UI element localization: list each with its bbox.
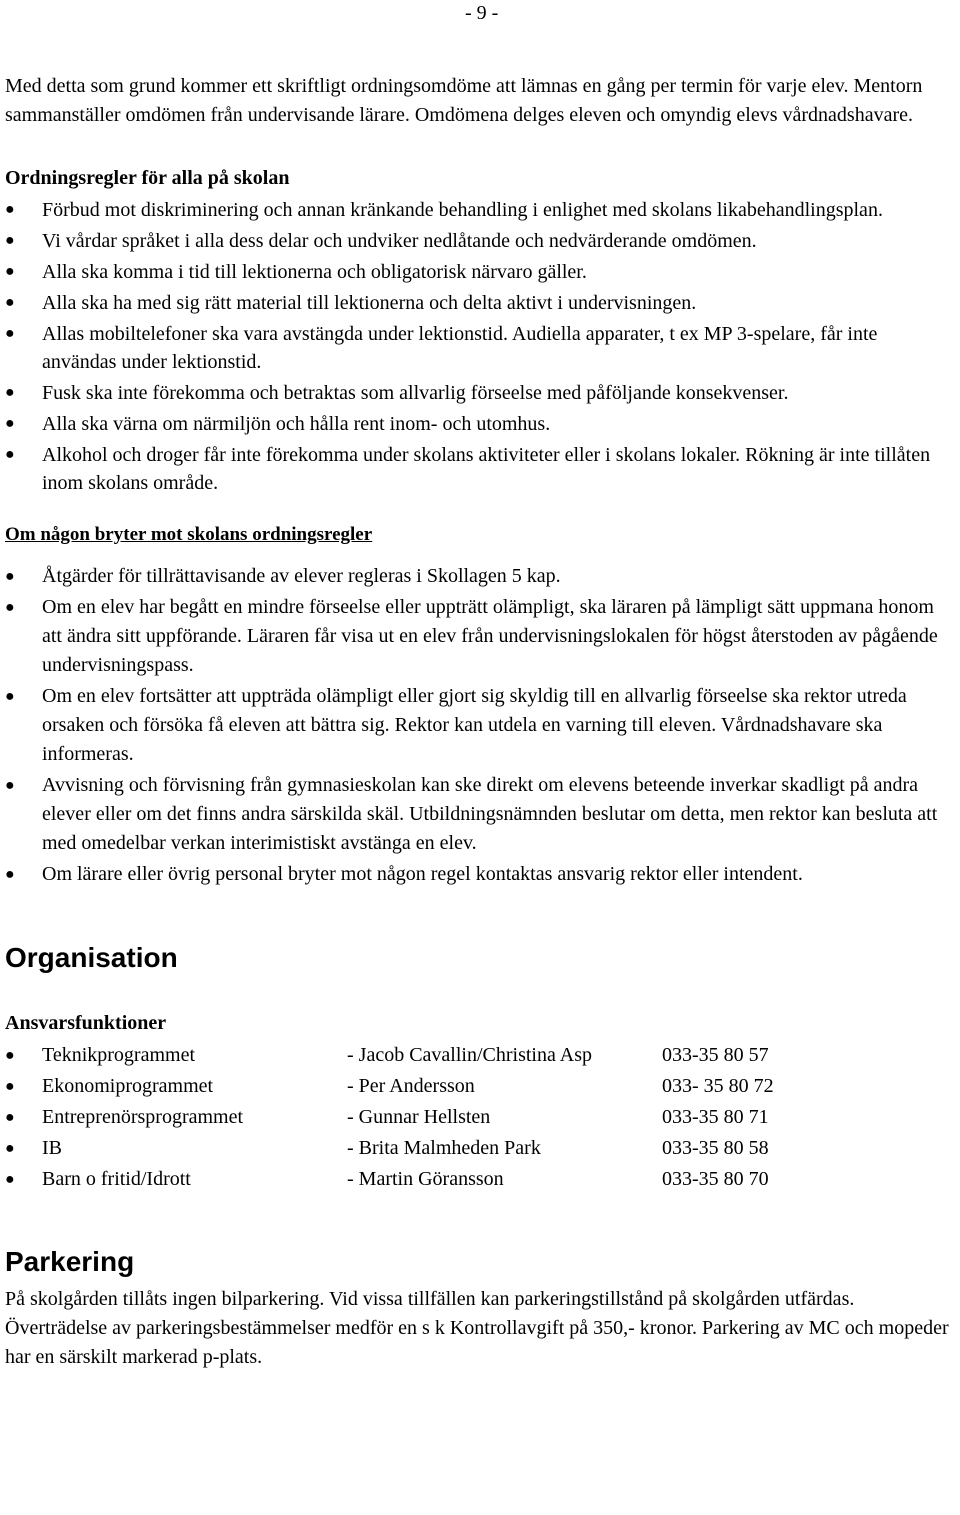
bullet-icon: ● [5,232,15,249]
bullet-icon: ● [5,201,15,218]
bullet-icon: ● [5,1078,15,1095]
list-item-text: Alla ska komma i tid till lektionerna och obligatorisk närvaro gäller. [42,261,587,283]
function-row [5,1133,955,1164]
program-name: Barn o fritid/Idrott [42,1168,191,1190]
program-name: IB [42,1137,62,1159]
list-item-text: Alla ska värna om närmiljön och hålla rent inom- och utomhus. [42,413,551,435]
contact-name: - Per Andersson [347,1075,475,1097]
bullet-icon: ● [5,325,15,342]
intro-paragraph: Med detta som grund kommer ett skriftligt ordningsomdöme att lämnas en gång per termin för varje elev. Mentorn sammanställer omdömen från undervisande lärare. Omdömena delges eleven och omyndig elevs vårdnadshavare. [5,75,923,126]
functions-heading: Ansvarsfunktioner [5,1012,167,1034]
list-item [5,410,955,438]
bullet-icon: ● [5,777,15,794]
page-number: - 9 - [465,2,499,24]
list-item [5,562,955,591]
list-item-text: Fusk ska inte förekomma och betraktas som allvarlig förseelse med påföljande konsekvenser. [42,382,789,404]
parking-heading: Parkering [5,1246,135,1277]
list-item-text: Om en elev har begått en mindre förseelse eller uppträtt olämpligt, ska läraren på lämpligt sätt uppmana honom att ändra sitt uppförande. Läraren får visa ut en elev från undervisningslokalen för högst återstoden av pågående undervisningspass. [42,596,938,676]
contact-name: - Martin Göransson [347,1168,504,1190]
function-row [5,1040,955,1071]
list-item [5,196,955,224]
bullet-icon: ● [5,1047,15,1064]
list-item [5,441,955,497]
contact-phone: 033-35 80 58 [662,1137,769,1159]
list-item [5,771,955,858]
contact-phone: 033-35 80 57 [662,1044,769,1066]
functions-list [5,1040,955,1195]
violations-list [5,562,955,889]
violations-heading: Om någon bryter mot skolans ordningsregler [5,524,373,545]
bullet-icon: ● [5,866,15,883]
contact-name: - Gunnar Hellsten [347,1106,491,1128]
function-row [5,1102,955,1133]
list-item-text: Om lärare eller övrig personal bryter mot någon regel kontaktas ansvarig rektor eller intendent. [42,863,803,885]
list-item-text: Förbud mot diskriminering och annan kränkande behandling i enlighet med skolans likabehandlingsplan. [42,199,883,221]
bullet-icon: ● [5,599,15,616]
program-name: Entreprenörsprogrammet [42,1106,244,1128]
list-item-text: Vi vårdar språket i alla dess delar och undviker nedlåtande och nedvärderande omdömen. [42,230,757,252]
list-item [5,289,955,317]
bullet-icon: ● [5,294,15,311]
bullet-icon: ● [5,263,15,280]
list-item-text: Alla ska ha med sig rätt material till lektionerna och delta aktivt i undervisningen. [42,292,697,314]
parking-paragraph: På skolgården tillåts ingen bilparkering. Vid vissa tillfällen kan parkeringstillstånd på skolgården utfärdas. Överträdelse av parkeringsbestämmelser medför en s k Kontrollavgift på 350,- kronor. Parkering av MC och mopeder har en särskilt markerad p-plats. [5,1288,949,1368]
list-item-text: Alkohol och droger får inte förekomma under skolans aktiviteter eller i skolans lokaler. Rökning är inte tillåten inom skolans område. [42,444,931,494]
bullet-icon: ● [5,1140,15,1157]
bullet-icon: ● [5,1109,15,1126]
list-item [5,593,955,680]
list-item [5,227,955,255]
contact-phone: 033-35 80 71 [662,1106,769,1128]
bullet-icon: ● [5,568,15,585]
list-item [5,379,955,407]
organisation-heading: Organisation [5,942,178,973]
list-item [5,682,955,769]
program-name: Teknikprogrammet [42,1044,195,1066]
list-item-text: Avvisning och förvisning från gymnasieskolan kan ske direkt om elevens beteende inverkar skadligt på andra elever eller om det finns andra särskilda skäl. Utbildningsnämnden beslutar om detta, men rektor kan besluta att med omedelbar verkan interimistiskt avstänga en elev. [42,774,938,854]
bullet-icon: ● [5,1171,15,1188]
document-page [5,72,955,1372]
list-item-text: Om en elev fortsätter att uppträda olämpligt eller gjort sig skyldig till en allvarlig förseelse ska rektor utreda orsaken och försöka få eleven att bättra sig. Rektor kan utdela en varning till eleven. Vårdnadshavare ska informeras. [42,685,907,765]
contact-name: - Brita Malmheden Park [347,1137,541,1159]
list-item [5,860,955,889]
list-item-text: Allas mobiltelefoner ska vara avstängda under lektionstid. Audiella apparater, t ex MP 3-spelare, får inte användas under lektionstid. [42,323,878,373]
function-row [5,1071,955,1102]
function-row [5,1164,955,1195]
rules-list [5,196,955,497]
contact-phone: 033- 35 80 72 [662,1075,774,1097]
bullet-icon: ● [5,446,15,463]
list-item [5,258,955,286]
program-name: Ekonomiprogrammet [42,1075,214,1097]
bullet-icon: ● [5,688,15,705]
rules-heading: Ordningsregler för alla på skolan [5,167,290,189]
list-item-text: Åtgärder för tillrättavisande av elever regleras i Skollagen 5 kap. [42,565,561,587]
contact-name: - Jacob Cavallin/Christina Asp [347,1044,592,1066]
contact-phone: 033-35 80 70 [662,1168,769,1190]
bullet-icon: ● [5,415,15,432]
list-item [5,320,955,376]
bullet-icon: ● [5,384,15,401]
